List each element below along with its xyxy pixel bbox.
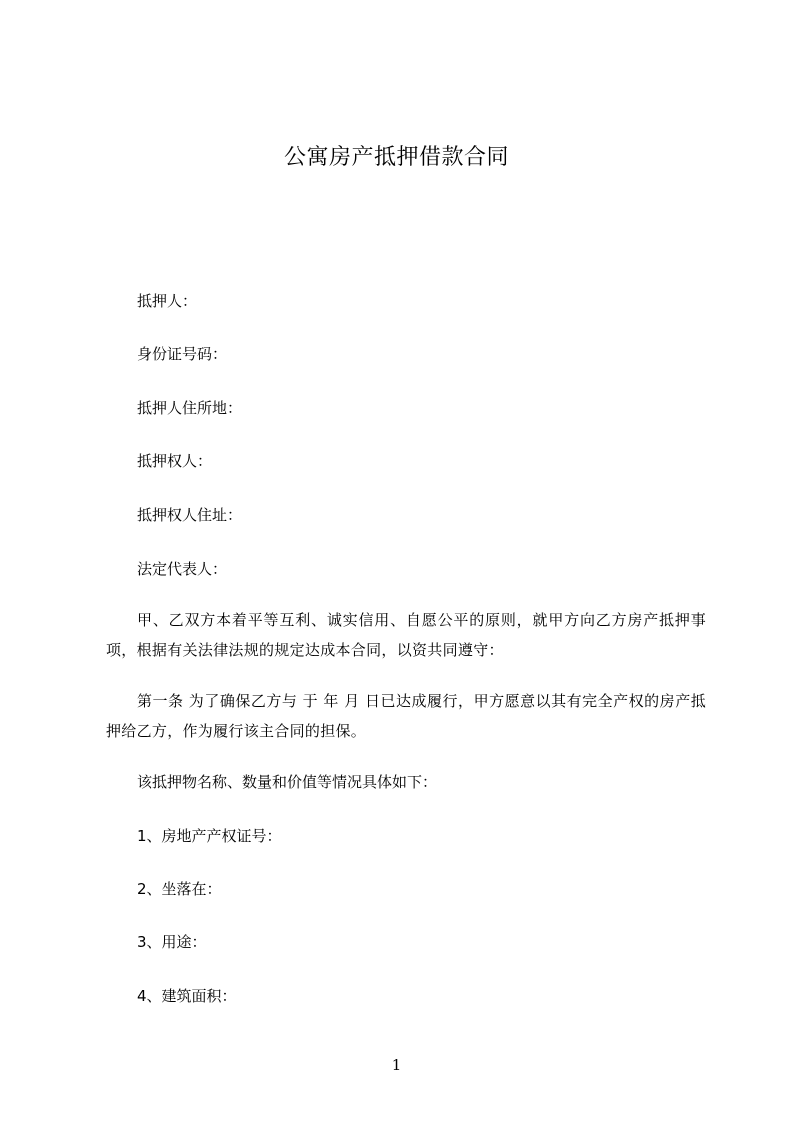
preamble-paragraph: 甲、乙双方本着平等互利、诚实信用、自愿公平的原则，就甲方向乙方房产抵押事项，根据有关法律法规的规定达成本合同，以资共同遵守： (106, 611, 706, 659)
page-number: 1 (391, 1056, 402, 1074)
legal-representative-field: 法定代表人： (137, 560, 228, 578)
mortgagee-field: 抵押权人： (137, 452, 213, 470)
property-item-title-number: 1、房地产产权证号： (137, 827, 282, 845)
property-item-location: 2、坐落在： (137, 880, 222, 898)
property-item-floor-area: 4、建筑面积： (137, 987, 237, 1005)
mortgagee-address-field: 抵押权人住址： (137, 506, 243, 524)
property-intro: 该抵押物名称、数量和价值等情况具体如下： (137, 773, 438, 791)
id-number-field: 身份证号码： (137, 345, 228, 363)
property-item-use: 3、用途： (137, 933, 207, 951)
document-title: 公寓房产抵押借款合同 (283, 145, 509, 170)
mortgagor-field: 抵押人： (137, 292, 198, 310)
article-1-paragraph: 第一条 为了确保乙方与 于 年 月 日已达成履行，甲方愿意以其有完全产权的房产抵押给乙方，作为履行该主合同的担保。 (106, 692, 706, 740)
mortgagor-address-field: 抵押人住所地： (137, 399, 243, 417)
